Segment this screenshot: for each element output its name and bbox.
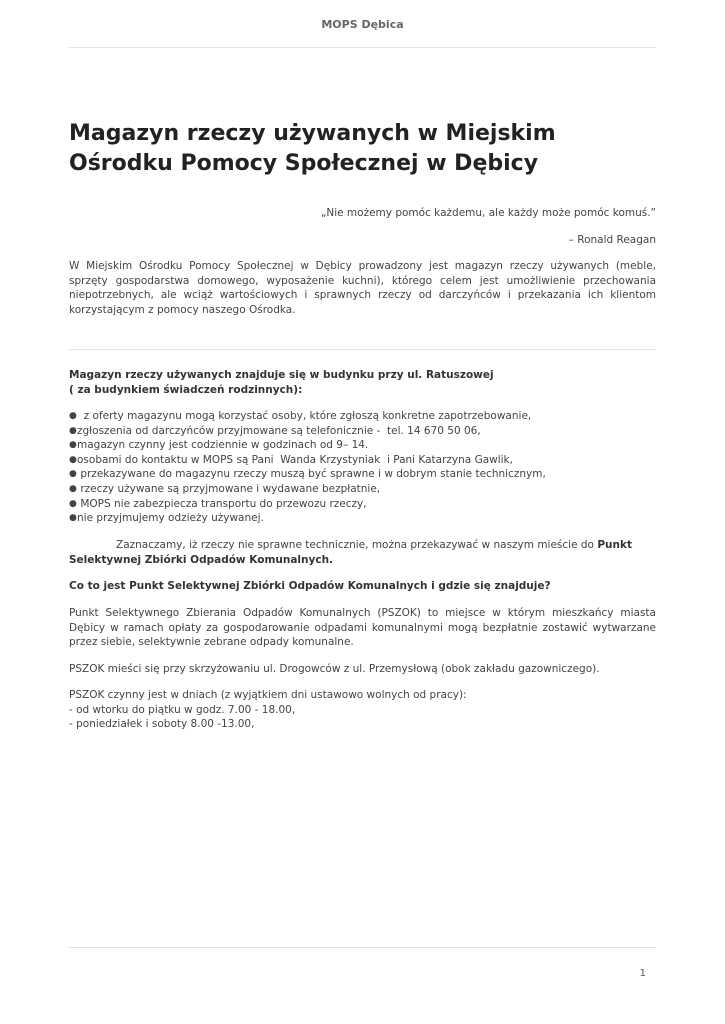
pszok-hours: [69, 688, 656, 732]
location-heading: [69, 368, 656, 397]
section-divider: [69, 349, 656, 350]
quote-author: – Ronald Reagan: [568, 234, 656, 246]
location-heading-line2: ( za budynkiem świadczeń rodzinnych):: [69, 383, 303, 396]
list-item: ● rzeczy używane są przyjmowane i wydawane bezpłatnie,: [69, 482, 381, 495]
page-title: Magazyn rzeczy używanych w Miejskim Ośrodku Pomocy Społecznej w Dębicy: [69, 121, 556, 176]
list-item: ● magazyn czynny jest codziennie w godzinach od 9– 14.: [69, 439, 369, 452]
header-divider: [69, 47, 656, 48]
list-item: ● MOPS nie zabezpiecza transportu do przewozu rzeczy,: [69, 497, 367, 510]
site-header-title: MOPS Dębica: [321, 18, 404, 31]
bullet-icon: ●: [69, 454, 77, 465]
list-item: ● zgłoszenia od darczyńców przyjmowane są telefonicznie - tel. 14 670 50 06,: [69, 424, 481, 437]
location-heading-line1: Magazyn rzeczy używanych znajduje się w budynku przy ul. Ratuszowej: [69, 369, 494, 381]
pszok-location: PSZOK mieści się przy skrzyżowaniu ul. Drogowców z ul. Przemysłową (obok zakładu gazowniczego).: [69, 663, 600, 675]
note-text: Zaznaczamy, iż rzeczy nie sprawne technicznie, można przekazywać w naszym mieście do: [116, 539, 598, 551]
bullet-icon: ●: [69, 440, 77, 451]
pszok-hours-intro: PSZOK czynny jest w dniach (z wyjątkiem dni ustawowo wolnych od pracy):: [69, 689, 467, 701]
bullet-icon: ●: [69, 411, 77, 421]
info-list: [69, 409, 656, 526]
bullet-icon: ●: [69, 425, 77, 436]
footer-divider: [69, 947, 656, 948]
quote: „Nie możemy pomóc każdemu, ale każdy może pomóc komuś.”: [320, 207, 656, 219]
note-bold: Punkt Selektywnej Zbiórki Odpadów Komunalnych.: [69, 539, 632, 566]
list-item: ● przekazywane do magazynu rzeczy muszą być sprawne i w dobrym stanie technicznym,: [69, 468, 546, 481]
bullet-icon: ●: [69, 498, 77, 509]
pszok-definition: Punkt Selektywnego Zbierania Odpadów Komunalnych (PSZOK) to miejsce w którym mieszkańcy miasta Dębicy w ramach opłaty za gospodarowanie odpadami komunalnymi mogą bezpłatnie zostawić wytwarzane przez siebie, selektywnie zebrane odpady komunalne.: [69, 607, 656, 648]
note-paragraph: [69, 538, 656, 567]
pszok-hours-weekdays: - od wtorku do piątku w godz. 7.00 - 18.00,: [69, 703, 296, 716]
list-item: ● nie przyjmujemy odzieży używanej.: [69, 512, 264, 525]
page-number: 1: [639, 968, 646, 979]
intro-paragraph: W Miejskim Ośrodku Pomocy Społecznej w Dębicy prowadzony jest magazyn rzeczy używanych (meble, sprzęty gospodarstwa domowego, wyposażenie kuchni), którego celem jest umożliwienie przechowania niepotrzebnych, ale wciąż wartościowych i sprawnych rzeczy od darczyńców i przekazania ich klientom korzystającym z pomocy naszego Ośrodka.: [69, 260, 656, 316]
bullet-icon: ●: [69, 483, 77, 494]
bullet-icon: ●: [69, 469, 77, 480]
pszok-hours-weekend: - poniedziałek i soboty 8.00 -13.00,: [69, 718, 255, 731]
list-item: ● osobami do kontaktu w MOPS są Pani Wanda Krzystyniak i Pani Katarzyna Gawlik,: [69, 453, 513, 466]
list-item: ● z oferty magazynu mogą korzystać osoby, które zgłoszą konkretne zapotrzebowanie,: [69, 410, 532, 422]
bullet-icon: ●: [69, 513, 77, 524]
pszok-question: Co to jest Punkt Selektywnej Zbiórki Odpadów Komunalnych i gdzie się znajduje?: [69, 580, 551, 592]
